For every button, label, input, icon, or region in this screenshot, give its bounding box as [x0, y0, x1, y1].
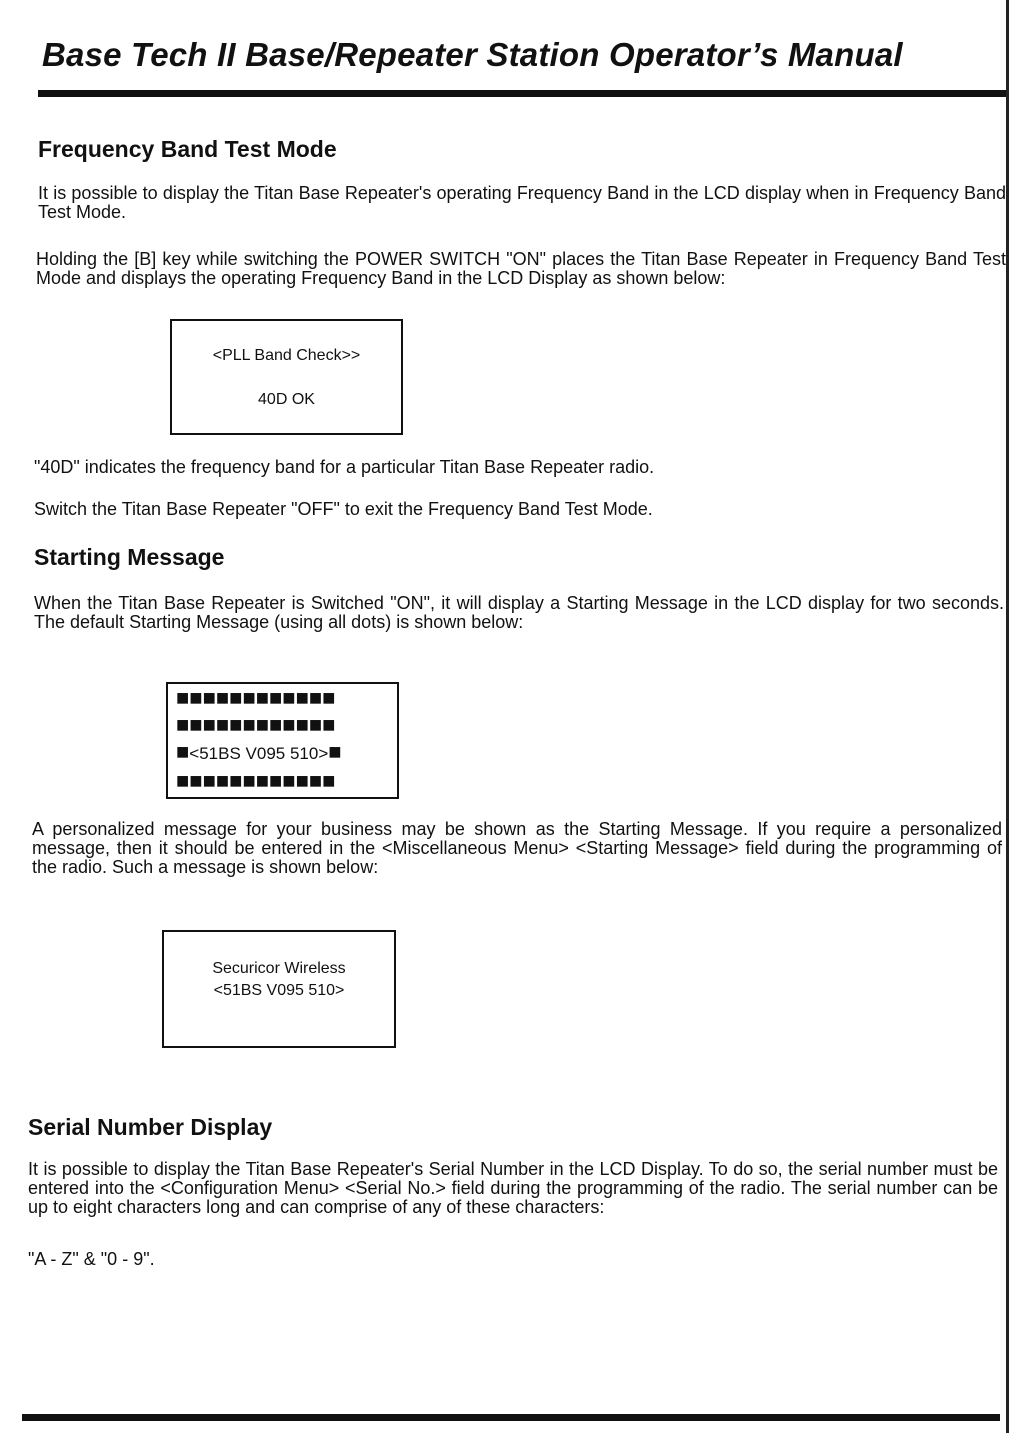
serial-paragraph-1: It is possible to display the Titan Base Repeater's Serial Number in the LCD Display. To do so, the serial number must be entered into the <Configuration Menu> <Serial No.> field during the programming of the radio. The serial number can be up to eight characters long and can comprise of any of these characters:	[28, 1159, 998, 1217]
dots-row-3-text: <51BS V095 510>	[189, 744, 329, 763]
dots-row-3-right: ■	[328, 739, 342, 764]
dots-row-2: ■■■■■■■■■■■■	[176, 712, 336, 737]
freq-band-paragraph-2: Holding the [B] key while switching the POWER SWITCH "ON" places the Titan Base Repeater in Frequency Band Test Mode and displays the operating Frequency Band in the LCD Display as shown below:	[36, 249, 1006, 288]
page-edge-line	[1006, 0, 1009, 1433]
freq-band-paragraph-4: Switch the Titan Base Repeater "OFF" to exit the Frequency Band Test Mode.	[34, 499, 653, 519]
lcd-line-1: Securicor Wireless	[212, 960, 346, 977]
serial-paragraph-2: "A - Z" & "0 - 9".	[28, 1249, 155, 1269]
footer-rule	[22, 1414, 1000, 1421]
starting-message-paragraph-2: A personalized message for your business may be shown as the Starting Message. If you require a personalized message, then it should be entered in the <Miscellaneous Menu> <Starting Message> field during the programming of the radio. Such a message is shown below:	[32, 819, 1002, 877]
header-rule	[38, 90, 1006, 97]
lcd-line-1: <PLL Band Check>>	[212, 347, 361, 364]
lcd-display-pll-band	[170, 319, 403, 435]
freq-band-paragraph-3: "40D" indicates the frequency band for a particular Titan Base Repeater radio.	[34, 457, 655, 477]
lcd-display-personalized	[162, 930, 396, 1048]
page-title: Base Tech II Base/Repeater Station Operator’s Manual	[42, 36, 903, 73]
dots-row-3	[168, 738, 397, 767]
section-heading-frequency-band: Frequency Band Test Mode	[38, 136, 337, 162]
lcd-line-2: 40D OK	[258, 391, 315, 408]
dots-row-3-left: ■	[176, 739, 190, 764]
lcd-display-default-dots	[166, 682, 399, 799]
dots-row-1: ■■■■■■■■■■■■	[176, 685, 336, 710]
freq-band-paragraph-1: It is possible to display the Titan Base Repeater's operating Frequency Band in the LCD display when in Frequency Band Test Mode.	[38, 183, 1006, 222]
lcd-line-2: <51BS V095 510>	[213, 982, 345, 999]
section-heading-serial-number: Serial Number Display	[28, 1114, 273, 1140]
starting-message-paragraph-1: When the Titan Base Repeater is Switched "ON", it will display a Starting Message in the LCD display for two seconds. The default Starting Message (using all dots) is shown below:	[34, 593, 1004, 632]
dots-row-4: ■■■■■■■■■■■■	[176, 768, 336, 793]
section-heading-starting-message: Starting Message	[34, 544, 225, 570]
